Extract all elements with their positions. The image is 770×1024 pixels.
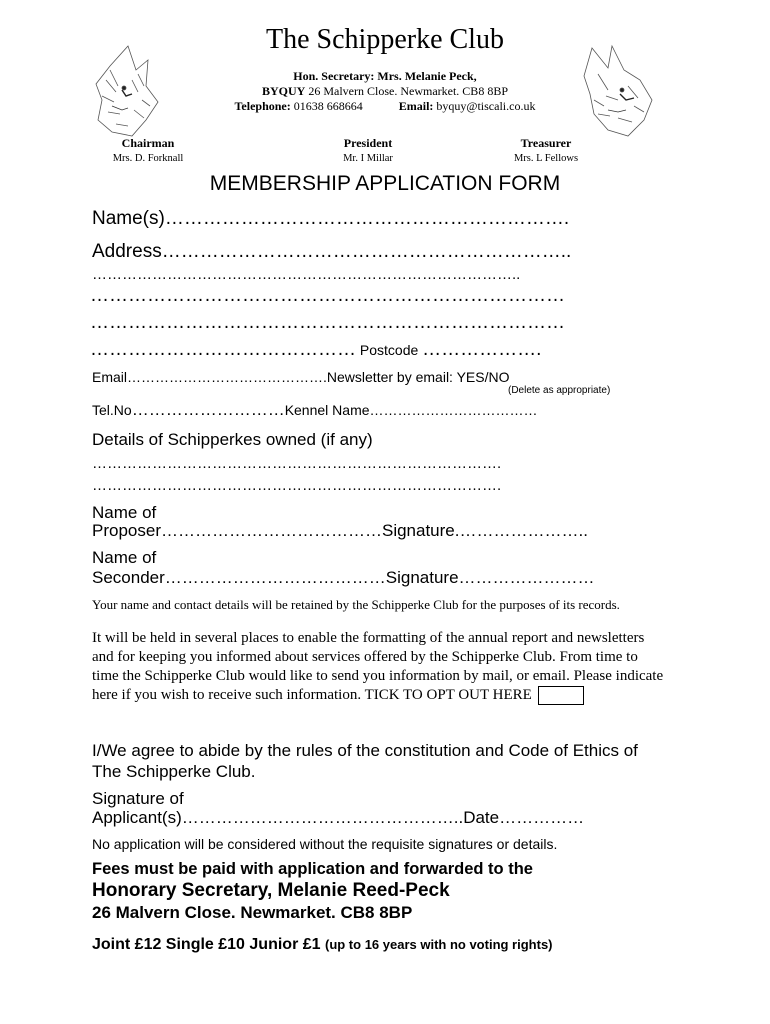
email-value: byquy@tiscali.co.uk xyxy=(433,99,536,113)
fees-line-3: 26 Malvern Close. Newmarket. CB8 8BP xyxy=(92,903,413,922)
officer-treasurer xyxy=(466,136,626,164)
telno-field[interactable]: ……………………… xyxy=(131,400,285,419)
officer-role: Treasurer xyxy=(520,136,572,150)
kennel-name-field[interactable]: Kennel Name……………………………… xyxy=(284,402,538,418)
form-title: MEMBERSHIP APPLICATION FORM xyxy=(209,172,561,195)
secretary-address xyxy=(0,84,770,99)
fees-line-1: Fees must be paid with application and forwarded to the xyxy=(92,860,533,878)
address-line-5[interactable]: …………………………………… xyxy=(90,339,356,360)
officer-name: Mrs. D. Forknall xyxy=(112,153,184,164)
no-application-note: No application will be considered without the requisite signatures or details. xyxy=(92,836,558,852)
tel-kennel-row xyxy=(92,400,538,420)
secretary-line: Hon. Secretary: Mrs. Melanie Peck, xyxy=(293,69,477,83)
agree-line-1: I/We agree to abide by the rules of the constitution and Code of Ethics of xyxy=(92,741,638,760)
details-label: Details of Schipperkes owned (if any) xyxy=(92,430,373,449)
club-title: The Schipperke Club xyxy=(266,24,504,55)
address-field[interactable]: Address……………………………………………………….. xyxy=(92,241,572,262)
seconder-label: Name of xyxy=(92,548,157,567)
address-prefix: BYQUY xyxy=(262,84,306,98)
opt-out-checkbox[interactable] xyxy=(538,686,584,705)
email-label: Email: xyxy=(398,99,434,113)
seconder-field[interactable]: Seconder…………………………………Signature…………………… xyxy=(92,568,595,587)
postcode-field[interactable]: ………………. xyxy=(422,339,542,360)
address-rest: 26 Malvern Close. Newmarket. CB8 8BP xyxy=(305,84,508,98)
fees-junior-note: (up to 16 years with no voting rights) xyxy=(324,937,553,952)
proposer-field[interactable]: Proposer…………………………………Signature.………………….. xyxy=(92,521,588,540)
fees-line-2: Honorary Secretary, Melanie Reed-Peck xyxy=(92,880,450,901)
names-field[interactable]: Name(s)………………………………………………………. xyxy=(92,208,570,229)
officer-chairman xyxy=(68,136,228,164)
officer-name: Mr. I Millar xyxy=(343,153,393,164)
privacy-notice-small: Your name and contact details will be retained by the Schipperke Club for the purposes of its records. xyxy=(92,597,620,612)
telephone-label: Telephone: xyxy=(234,99,291,113)
officer-name: Mrs. L Fellows xyxy=(513,153,579,164)
address-line-2[interactable]: ………………………………………………………………………….. xyxy=(92,266,521,283)
telephone-value: 01638 668664 xyxy=(290,99,363,113)
agree-line-2: The Schipperke Club. xyxy=(92,762,256,781)
privacy-text: It will be held in several places to enable the formatting of the annual report and newsletters and for keeping you informed about services offered by the Schipperke Club. From time to time the Schipperke Club would like to send you information by mail, or email. Please indicate here if you wish to receive such information. TICK TO OPT OUT HERE xyxy=(92,630,664,703)
officer-role: President xyxy=(343,136,393,150)
address-line-4[interactable]: ………………………………………………………………… xyxy=(90,312,565,333)
postcode-label: Postcode xyxy=(356,342,423,358)
proposer-label: Name of xyxy=(92,503,157,522)
applicant-signature-date-field[interactable]: Applicant(s)…………………………………………..Date…………… xyxy=(92,808,585,827)
address-line-3[interactable]: ………………………………………………………………… xyxy=(90,285,565,306)
officer-president xyxy=(288,136,448,164)
privacy-paragraph xyxy=(92,629,667,705)
applicant-label: Signature of xyxy=(92,789,184,808)
details-line-1[interactable]: ………………………………………………………………………. xyxy=(92,455,502,472)
officer-role: Chairman xyxy=(121,136,175,150)
email-newsletter-row[interactable]: Email…………………………………….Newsletter by email: YES/NO xyxy=(92,369,510,385)
telno-label: Tel.No xyxy=(92,402,132,418)
fees-prices-row xyxy=(92,936,553,954)
details-line-2[interactable]: ………………………………………………………………………. xyxy=(92,477,502,494)
fees-prices: Joint £12 Single £10 Junior £1 xyxy=(92,936,325,953)
contact-line xyxy=(0,99,770,114)
postcode-row xyxy=(90,339,541,361)
delete-note: (Delete as appropriate) xyxy=(508,385,611,396)
